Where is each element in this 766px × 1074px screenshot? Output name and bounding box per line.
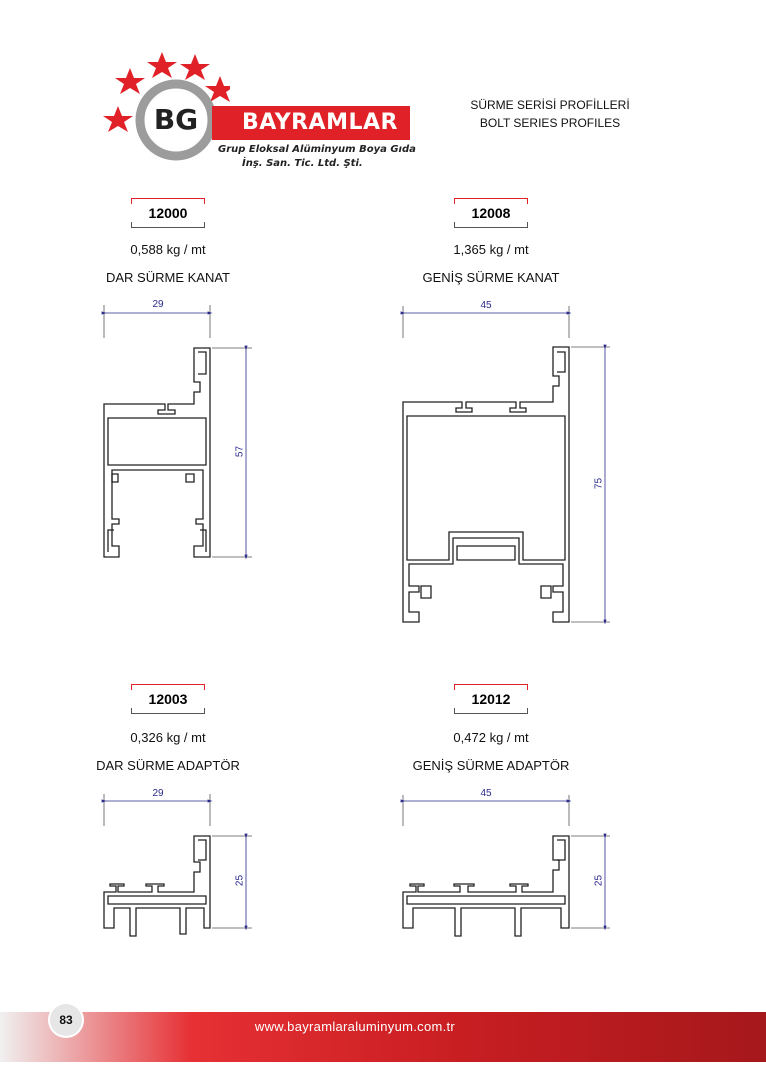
product-code: 12003 <box>148 691 188 707</box>
profile-drawing-12000 <box>104 305 252 557</box>
dimension-height-label: 57 <box>234 445 246 458</box>
website-link[interactable]: www.bayramlaraluminyum.com.tr <box>254 1019 456 1034</box>
product-name: GENİŞ SÜRME KANAT <box>422 270 560 285</box>
brand-name: BAYRAMLAR <box>212 106 410 140</box>
company-line-1: Grup Eloksal Alüminyum Boya Gıda <box>218 144 416 155</box>
dimension-height-label: 75 <box>593 477 605 490</box>
series-title-en: BOLT SERIES PROFILES <box>479 116 621 130</box>
page-number: 83 <box>50 1004 82 1036</box>
dimension-width-label: 45 <box>480 300 492 311</box>
dimension-height-label: 25 <box>593 874 605 887</box>
product-weight: 1,365 kg / mt <box>453 242 529 257</box>
product-code: 12012 <box>471 691 511 707</box>
logo-monogram: BG <box>153 103 199 136</box>
company-line-2: İnş. San. Tic. Ltd. Şti. <box>242 158 363 169</box>
product-name: DAR SÜRME KANAT <box>106 270 230 285</box>
product-code: 12000 <box>148 205 188 221</box>
product-name: DAR SÜRME ADAPTÖR <box>96 758 240 773</box>
product-weight: 0,326 kg / mt <box>130 730 206 745</box>
dimension-width-label: 29 <box>152 299 164 310</box>
product-name: GENİŞ SÜRME ADAPTÖR <box>412 758 570 773</box>
profile-drawing-12012 <box>403 795 610 936</box>
series-title-tr: SÜRME SERİSİ PROFİLLERİ <box>470 98 630 112</box>
dimension-width-label: 45 <box>480 788 492 799</box>
product-weight: 0,588 kg / mt <box>130 242 206 257</box>
dimension-height-label: 25 <box>234 874 246 887</box>
product-weight: 0,472 kg / mt <box>453 730 529 745</box>
product-code: 12008 <box>471 205 511 221</box>
dimension-width-label: 29 <box>152 788 164 799</box>
profile-drawing-12008 <box>403 306 610 622</box>
profile-drawing-12003 <box>104 794 252 936</box>
